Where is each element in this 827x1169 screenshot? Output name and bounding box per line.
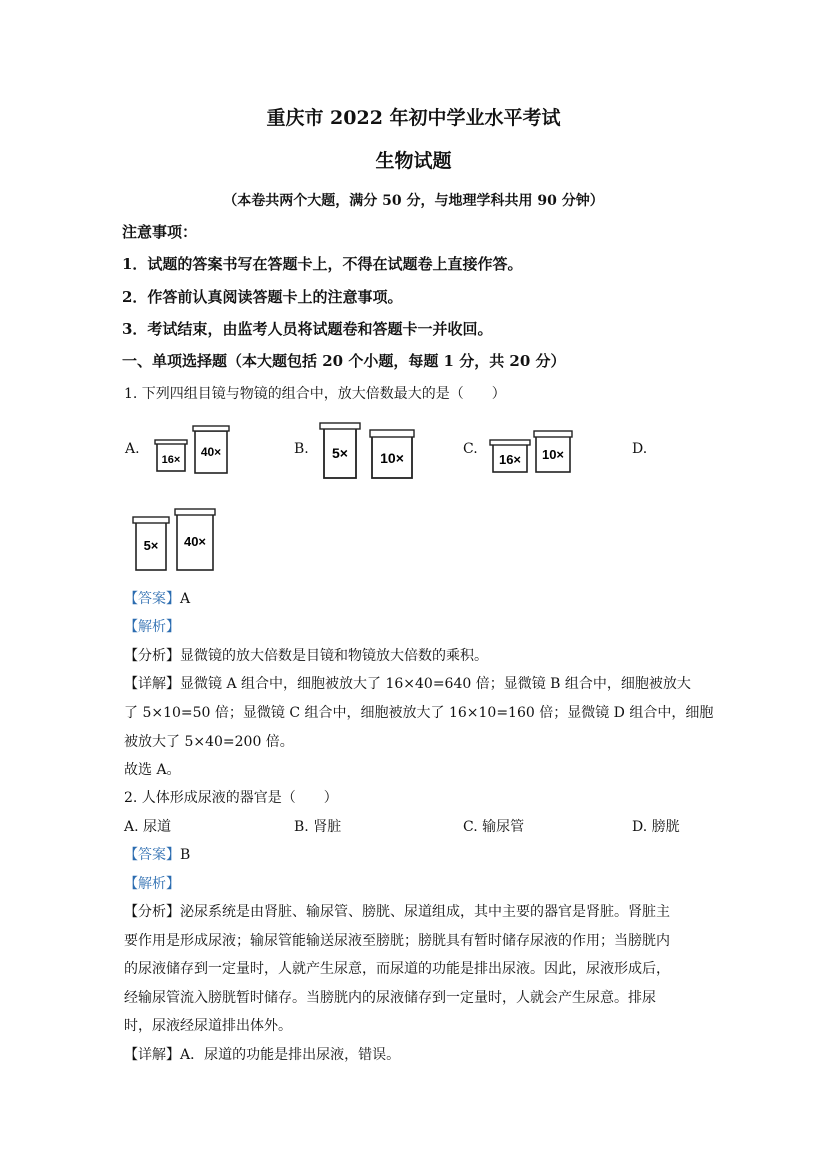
q1-option-d-label: D.	[632, 441, 648, 457]
q1-stem: 1. 下列四组目镜与物镜的组合中，放大倍数最大的是（ ）	[124, 386, 506, 402]
q1-answer: 【答案】A	[124, 591, 191, 607]
exam-subtitle: 生物试题	[375, 150, 452, 172]
exam-title: 重庆市 2022 年初中学业水平考试	[266, 107, 561, 129]
notice-heading: 注意事项：	[122, 223, 198, 241]
q1-conclusion: 故选 A。	[124, 762, 181, 778]
q1-fenxi: 【分析】显微镜的放大倍数是目镜和物镜放大倍数的乘积。	[124, 648, 488, 664]
q2-stem: 2. 人体形成尿液的器官是（ ）	[124, 790, 338, 806]
q2-option-a: A. 尿道	[124, 819, 172, 835]
objective-label: 40×	[200, 445, 222, 459]
q2-option-b: B. 肾脏	[294, 819, 342, 835]
q2-fenxi-line: 要作用是形成尿液；输尿管能输送尿液至膀胱；膀胱具有暂时储存尿液的作用；当膀胱内	[124, 933, 670, 949]
q1-option-a-figure	[155, 423, 235, 479]
section-heading: 一、单项选择题（本大题包括 20 个小题，每题 1 分，共 20 分）	[122, 352, 566, 370]
eyepiece-label: 5×	[143, 538, 159, 553]
q2-option-c: C. 输尿管	[463, 819, 525, 835]
q2-fenxi: 【分析】泌尿系统是由肾脏、输尿管、膀胱、尿道组成，其中主要的器官是肾脏。肾脏主	[124, 904, 670, 920]
q1-option-a-label: A.	[125, 441, 140, 457]
objective-label: 10×	[541, 447, 565, 462]
q1-option-d-figure	[133, 506, 219, 572]
q1-xiangjie-line: 了 5×10=50 倍；显微镜 C 组合中，细胞被放大了 16×10=160 倍；显微镜 D 组合中，细胞	[124, 705, 714, 721]
q1-option-b-figure	[320, 420, 420, 482]
q1-option-c-figure	[490, 428, 580, 478]
q2-fenxi-line: 的尿液储存到一定量时，人就产生尿意，而尿道的功能是排出尿液。因此，尿液形成后，	[124, 961, 670, 977]
objective-label: 40×	[183, 534, 207, 549]
q2-option-d: D. 膀胱	[632, 819, 680, 835]
notice-item: 1．试题的答案书写在答题卡上，不得在试题卷上直接作答。	[122, 255, 523, 273]
q1-option-b-label: B.	[294, 441, 309, 457]
objective-label: 10×	[380, 450, 404, 466]
q1-xiangjie-line: 被放大了 5×40=200 倍。	[124, 734, 294, 750]
eyepiece-label: 16×	[498, 452, 522, 467]
q1-xiangjie: 【详解】显微镜 A 组合中，细胞被放大了 16×40=640 倍；显微镜 B 组合中，细胞被放大	[124, 676, 691, 692]
eyepiece-label: 16×	[161, 454, 181, 466]
notice-item: 3．考试结束，由监考人员将试题卷和答题卡一并收回。	[122, 320, 493, 338]
q1-option-c-label: C.	[463, 441, 478, 457]
exam-note: （本卷共两个大题，满分 50 分，与地理学科共用 90 分钟）	[223, 193, 604, 209]
q2-fenxi-line: 时，尿液经尿道排出体外。	[124, 1018, 292, 1034]
q2-answer: 【答案】B	[124, 847, 191, 863]
q2-analysis-tag: 【解析】	[124, 876, 180, 892]
q2-fenxi-line: 经输尿管流入膀胱暂时储存。当膀胱内的尿液储存到一定量时，人就会产生尿意。排尿	[124, 990, 656, 1006]
q2-xiangjie: 【详解】A．尿道的功能是排出尿液，错误。	[124, 1047, 401, 1063]
notice-item: 2．作答前认真阅读答题卡上的注意事项。	[122, 288, 403, 306]
q1-analysis-tag: 【解析】	[124, 619, 180, 635]
eyepiece-label: 5×	[332, 445, 348, 461]
